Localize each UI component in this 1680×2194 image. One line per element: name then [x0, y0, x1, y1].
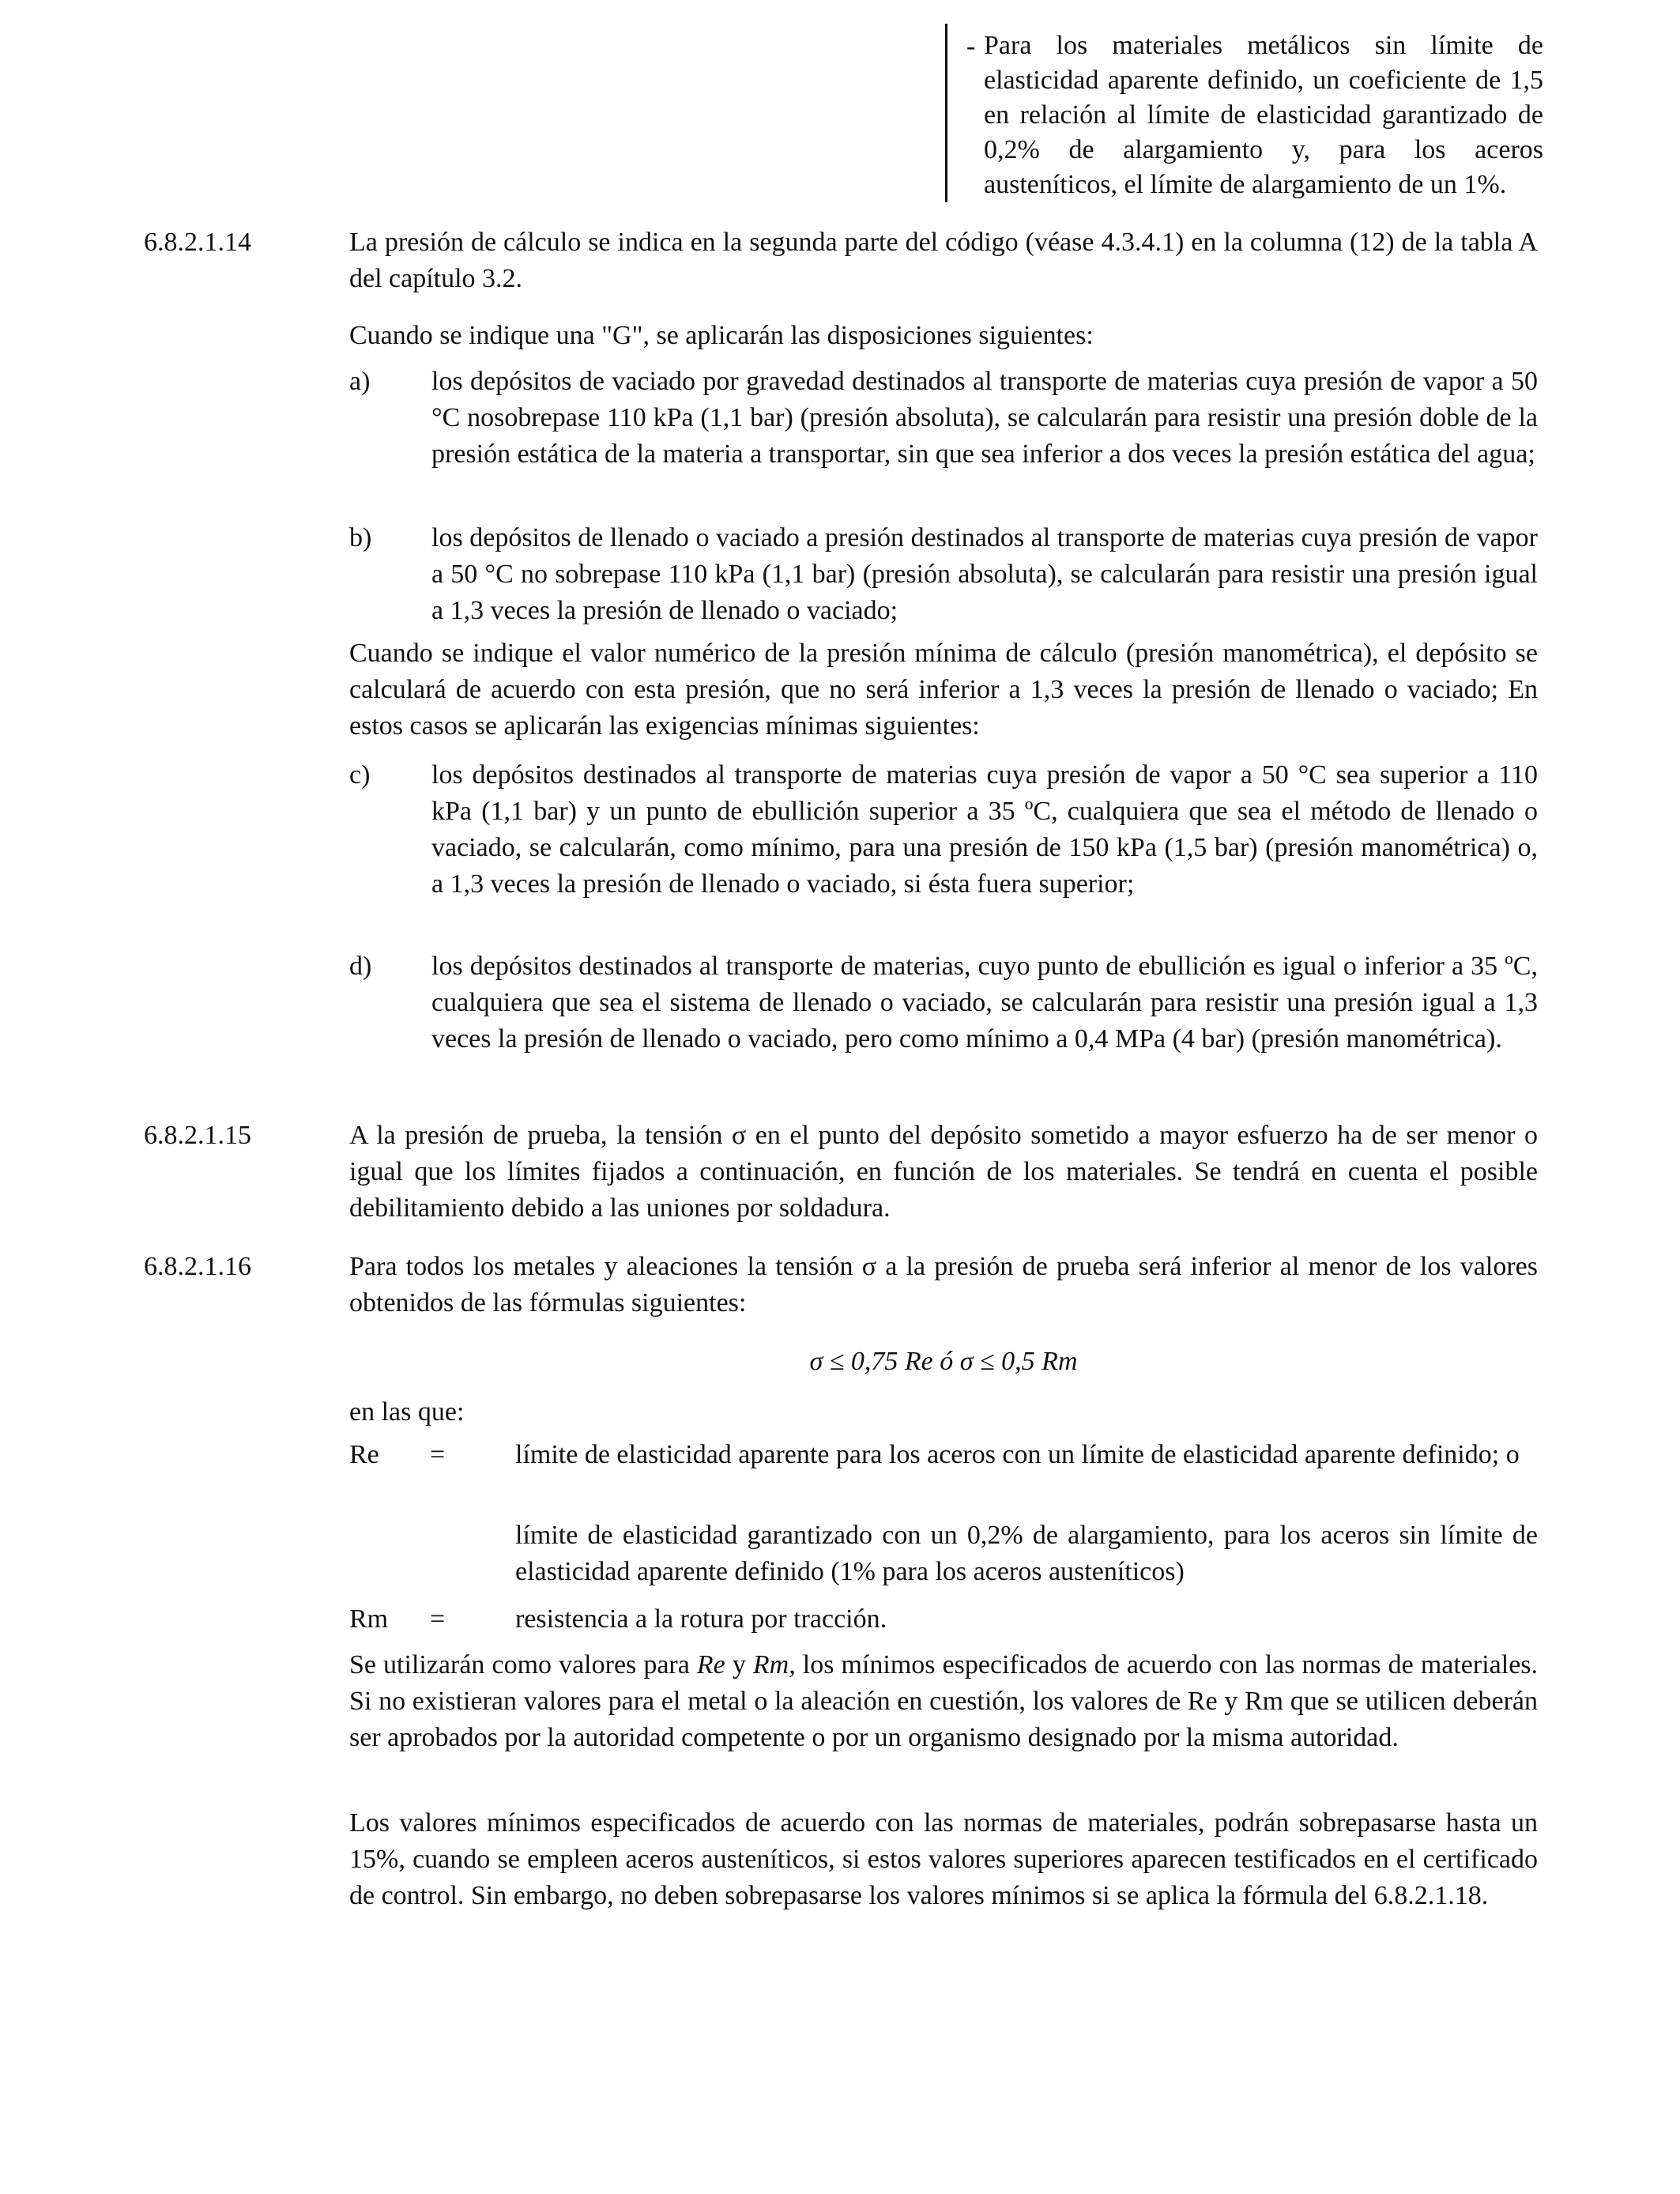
values-re-symbol: Re [696, 1650, 725, 1679]
side-note-paragraph: Para los materiales metálicos sin límite de elasticidad aparente definido, un coeficiente de 1,5 en relación al límite de elasticidad garantizado de 0,2% de alargamiento y, para los aceros austeníticos, el límite de alargamiento de un 1%. [984, 31, 1543, 199]
section-16-text: Para todos los metales y aleaciones la tensión σ a la presión de prueba será inferior al menor de los valores obtenidos de las fórmulas siguientes: [349, 1252, 1538, 1318]
values-text-rest: los mínimos especificados de acuerdo con las normas de materiales. Si no existieran valores para el metal o la aleación en cuestión, los valores de Re y Rm que se utilicen deberán ser aprobados por la autoridad competente o por un organismo designado por la misma autoridad. [349, 1650, 1539, 1752]
item-text-a: los depósitos de vaciado por gravedad destinados al transporte de materias cuya presión de vapor a 50 °C nosobrepase 110 kPa (1,1 bar) (presión absoluta), se calcularán para resistir una presión doble de la presión estática de la materia a transportar, sin que sea inferior a dos veces la presión estática del agua; [431, 367, 1538, 469]
section-14-g-lead: Cuando se indique una "G", se aplicarán las disposiciones siguientes: [349, 321, 1094, 350]
item-text-c: los depósitos destinados al transporte de materias cuya presión de vapor a 50 °C sea superior a 110 kPa (1,1 bar) y un punto de ebullición superior a 35 ºC, cualquiera que sea el método de llenado o vaciado, se calcularán, como mínimo, para una presión de 150 kPa (1,5 bar) (presión manométrica) o, a 1,3 veces la presión de llenado o vaciado, si ésta fuera superior; [431, 760, 1538, 899]
values-and: y [732, 1650, 746, 1679]
section-16-final-paragraph: Los valores mínimos especificados de acuerdo con las normas de materiales, podrán sobrepasarse hasta un 15%, cuando se empleen aceros austeníticos, si estos valores superiores aparecen testificados en el certificado de control. Sin embargo, no deben sobrepasarse los valores mínimos si se aplica la fórmula del 6.8.2.1.18. [349, 1808, 1538, 1910]
definition-equals-rm: = [430, 1604, 446, 1634]
section-15-text: A la presión de prueba, la tensión σ en el punto del depósito sometido a mayor esfuerzo ha de ser menor o igual que los límites fijados a continuación, en función de los materiales. Se tendrá en cuenta el posible debilitamiento debido a las uniones por soldadura. [349, 1121, 1538, 1223]
item-label-c: c) [349, 760, 371, 790]
values-text-start: Se utilizarán como valores para [349, 1650, 690, 1679]
section-number-16: 6.8.2.1.16 [144, 1252, 251, 1281]
section-14-numeric-lead: Cuando se indique el valor numérico de la presión mínima de cálculo (presión manométrica), el depósito se calculará de acuerdo con esta presión, que no será inferior a 1,3 veces la presión de llenado o vaciado; En estos casos se aplicarán las exigencias mínimas siguientes: [349, 639, 1538, 741]
stress-formula: σ ≤ 0,75 Re ó σ ≤ 0,5 Rm [809, 1347, 1078, 1376]
section-number-14: 6.8.2.1.14 [144, 228, 251, 257]
values-rm-symbol: Rm, [752, 1650, 796, 1679]
side-note-text [984, 28, 1543, 202]
section-14-intro: La presión de cálculo se indica en la segunda parte del código (véase 4.3.4.1) en la columna (12) de la tabla A del capítulo 3.2. [349, 228, 1538, 293]
section-16-values-paragraph [349, 1647, 1538, 1756]
item-label-a: a) [349, 367, 371, 396]
side-note-dash: - [966, 32, 976, 61]
item-text-b: los depósitos de llenado o vaciado a presión destinados al transporte de materias cuya presión de vapor a 50 °C no sobrepase 110 kPa (1,1 bar) (presión absoluta), se calcularán para resistir una presión igual a 1,3 veces la presión de llenado o vaciado; [431, 523, 1538, 625]
item-label-d: d) [349, 952, 372, 981]
definition-text-rm: resistencia a la rotura por tracción. [515, 1604, 887, 1634]
item-text-d: los depósitos destinados al transporte de materias, cuyo punto de ebullición es igual o inferior a 35 ºC, cualquiera que sea el sistema de llenado o vaciado, se calcularán para resistir una presión igual a 1,3 veces la presión de llenado o vaciado, pero como mínimo a 0,4 MPa (4 bar) (presión manométrica). [431, 952, 1538, 1054]
side-note-box [945, 24, 1559, 202]
section-16-where: en las que: [349, 1397, 465, 1427]
item-label-b: b) [349, 523, 372, 552]
section-number-15: 6.8.2.1.15 [144, 1121, 251, 1150]
definition-text-re-alt: límite de elasticidad garantizado con un 0,2% de alargamiento, para los aceros sin límite de elasticidad aparente definido (1% para los aceros austeníticos) [515, 1521, 1538, 1586]
definition-term-rm: Rm [349, 1604, 389, 1634]
definition-term-re: Re [349, 1440, 379, 1469]
definition-equals-re: = [430, 1440, 446, 1469]
definition-text-re: límite de elasticidad aparente para los aceros con un límite de elasticidad aparente definido; o [515, 1440, 1520, 1469]
